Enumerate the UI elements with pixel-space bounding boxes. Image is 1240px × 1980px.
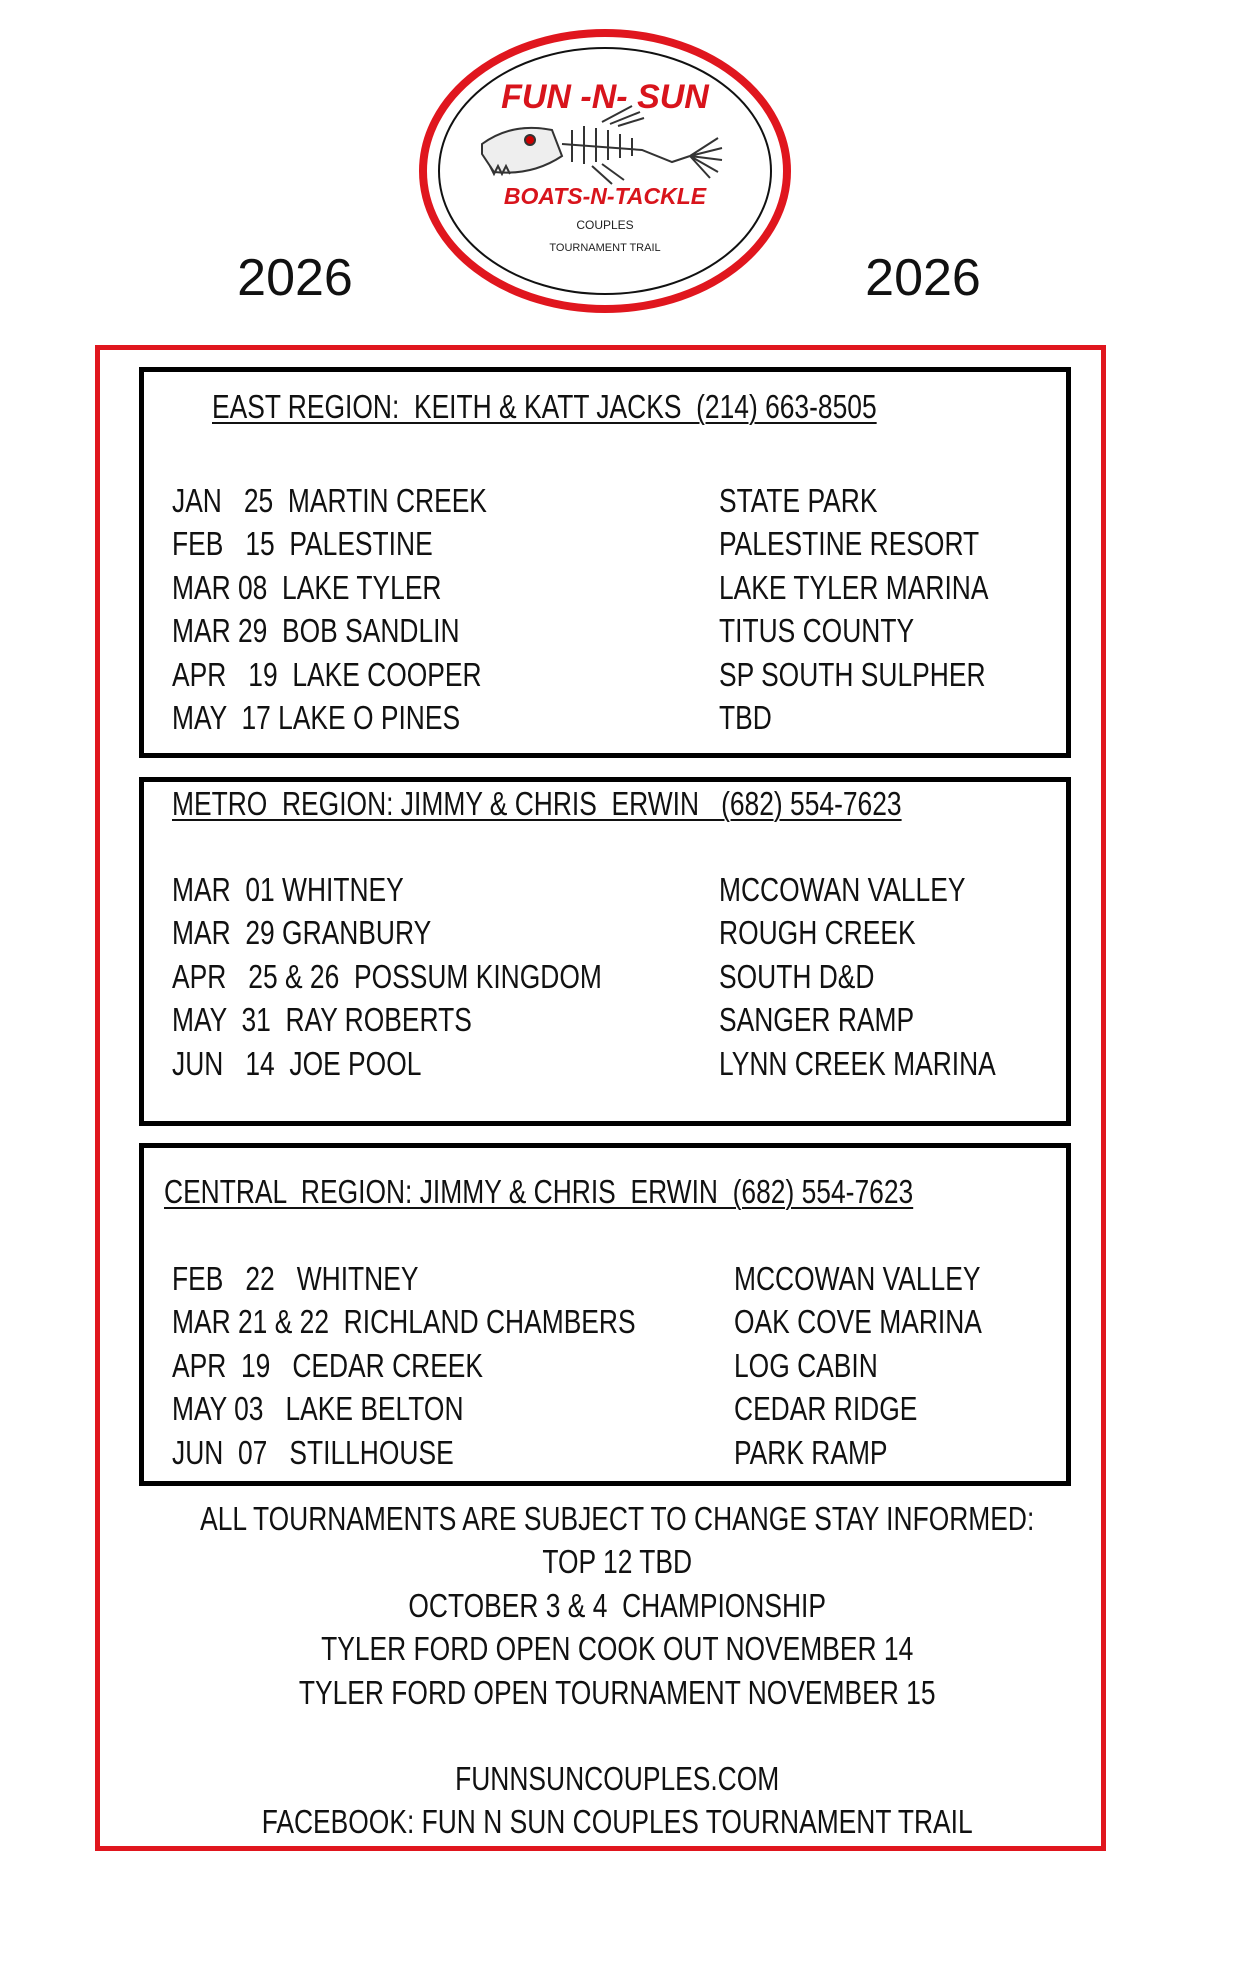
- event-location: SP SOUTH SULPHER: [719, 655, 986, 693]
- event-date-venue: MAY 17 LAKE O PINES: [172, 699, 461, 736]
- event-date-venue: MAR 29 BOB SANDLIN: [172, 612, 460, 650]
- event-location: TITUS COUNTY: [719, 612, 915, 650]
- year-left: 2026: [237, 249, 353, 307]
- event-location: MCCOWAN VALLEY: [734, 1260, 981, 1297]
- event-date-venue: FEB 22 WHITNEY: [172, 1260, 419, 1297]
- event-date-venue: APR 19 LAKE COOPER: [172, 655, 482, 693]
- event-date-venue: MAR 21 & 22 RICHLAND CHAMBERS: [172, 1303, 636, 1341]
- event-location: PALESTINE RESORT: [719, 525, 980, 563]
- metro-region-header: METRO REGION: JIMMY & CHRIS ERWIN (682) 554-7623: [172, 785, 902, 822]
- east-region-header: EAST REGION: KEITH & KATT JACKS (214) 663-8505: [212, 388, 877, 425]
- logo-title: FUN -N- SUN: [501, 78, 709, 116]
- event-date-venue: FEB 15 PALESTINE: [172, 525, 433, 563]
- event-date-venue: APR 19 CEDAR CREEK: [172, 1346, 484, 1384]
- event-location: LAKE TYLER MARINA: [719, 568, 989, 606]
- event-location: ROUGH CREEK: [719, 914, 916, 952]
- event-location: CEDAR RIDGE: [734, 1390, 918, 1428]
- event-location: LYNN CREEK MARINA: [719, 1044, 996, 1082]
- event-date-venue: MAR 01 WHITNEY: [172, 871, 404, 908]
- logo-couples: COUPLES: [576, 218, 634, 232]
- event-location: SANGER RAMP: [719, 1001, 915, 1039]
- footer-note: TYLER FORD OPEN COOK OUT NOVEMBER 14: [321, 1630, 914, 1668]
- logo-tournament-trail: TOURNAMENT TRAIL: [549, 242, 661, 254]
- event-date-venue: MAY 03 LAKE BELTON: [172, 1390, 464, 1428]
- event-location: LOG CABIN: [734, 1346, 878, 1384]
- fun-n-sun-logo: [412, 26, 798, 322]
- footer-note: TOP 12 TBD: [542, 1543, 693, 1581]
- event-location: OAK COVE MARINA: [734, 1303, 982, 1341]
- facebook-text: FACEBOOK: FUN N SUN COUPLES TOURNAMENT TRAIL: [261, 1803, 973, 1840]
- event-location: MCCOWAN VALLEY: [719, 871, 966, 908]
- footer-note: ALL TOURNAMENTS ARE SUBJECT TO CHANGE STAY INFORMED:: [200, 1500, 1035, 1537]
- event-date-venue: JUN 14 JOE POOL: [172, 1044, 422, 1082]
- footer-note: TYLER FORD OPEN TOURNAMENT NOVEMBER 15: [298, 1673, 936, 1711]
- event-date-venue: MAY 31 RAY ROBERTS: [172, 1001, 472, 1039]
- website-text: FUNNSUNCOUPLES.COM: [455, 1760, 780, 1797]
- event-date-venue: JAN 25 MARTIN CREEK: [172, 482, 487, 519]
- year-right: 2026: [865, 249, 981, 307]
- event-date-venue: MAR 08 LAKE TYLER: [172, 568, 442, 606]
- event-location: PARK RAMP: [734, 1433, 888, 1471]
- event-date-venue: JUN 07 STILLHOUSE: [172, 1433, 454, 1471]
- event-date-venue: APR 25 & 26 POSSUM KINGDOM: [172, 957, 602, 995]
- event-location: SOUTH D&D: [719, 957, 875, 995]
- footer-note: OCTOBER 3 & 4 CHAMPIONSHIP: [408, 1586, 826, 1624]
- logo-subtitle: BOATS-N-TACKLE: [503, 183, 707, 209]
- event-location: TBD: [719, 699, 772, 736]
- central-region-header: CENTRAL REGION: JIMMY & CHRIS ERWIN (682) 554-7623: [164, 1173, 914, 1210]
- event-location: STATE PARK: [719, 482, 878, 519]
- event-date-venue: MAR 29 GRANBURY: [172, 914, 432, 952]
